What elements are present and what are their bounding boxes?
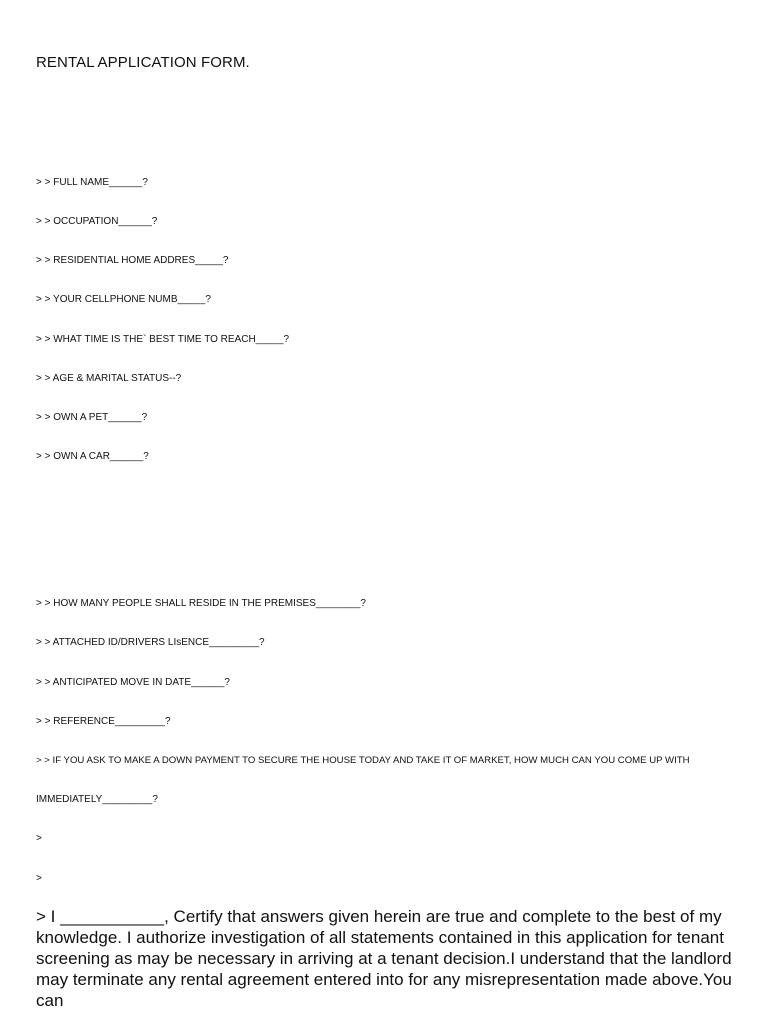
blank-marker: > [36, 833, 42, 844]
question-reference: > > REFERENCE_________? [36, 716, 171, 727]
question-cellphone: > > YOUR CELLPHONE NUMB_____? [36, 294, 211, 305]
question-age-marital: > > AGE & MARITAL STATUS--? [36, 373, 182, 384]
question-move-in-date: > > ANTICIPATED MOVE IN DATE______? [36, 677, 230, 688]
question-home-address: > > RESIDENTIAL HOME ADDRES_____? [36, 255, 229, 266]
question-full-name: > > FULL NAME______? [36, 177, 148, 188]
form-title: RENTAL APPLICATION FORM. [36, 54, 250, 71]
question-own-car: > > OWN A CAR______? [36, 451, 149, 462]
blank-marker: > [36, 873, 42, 884]
question-down-payment: > > IF YOU ASK TO MAKE A DOWN PAYMENT TO SECURE THE HOUSE TODAY AND TAKE IT OF MARKET, HOW MUCH CAN YOU COME UP WITH [36, 755, 690, 766]
question-people-reside: > > HOW MANY PEOPLE SHALL RESIDE IN THE PREMISES________? [36, 598, 366, 609]
certification-statement: > I ___________, Certify that answers given herein are true and complete to the best of my knowledge. I authorize investigation of all statements contained in this application for tenant screening as may be necessary in arriving at a tenant decision.I understand that the landlord may terminate any rental agreement entered into for any misrepresentation made above.You can [36, 907, 732, 1010]
question-attached-id: > > ATTACHED ID/DRIVERS LIsENCE_________? [36, 637, 265, 648]
question-occupation: > > OCCUPATION______? [36, 216, 158, 227]
question-best-time: > > WHAT TIME IS THE` BEST TIME TO REACH_____? [36, 334, 290, 345]
question-own-pet: > > OWN A PET______? [36, 412, 148, 423]
question-down-payment-cont: IMMEDIATELY_________? [36, 794, 158, 805]
